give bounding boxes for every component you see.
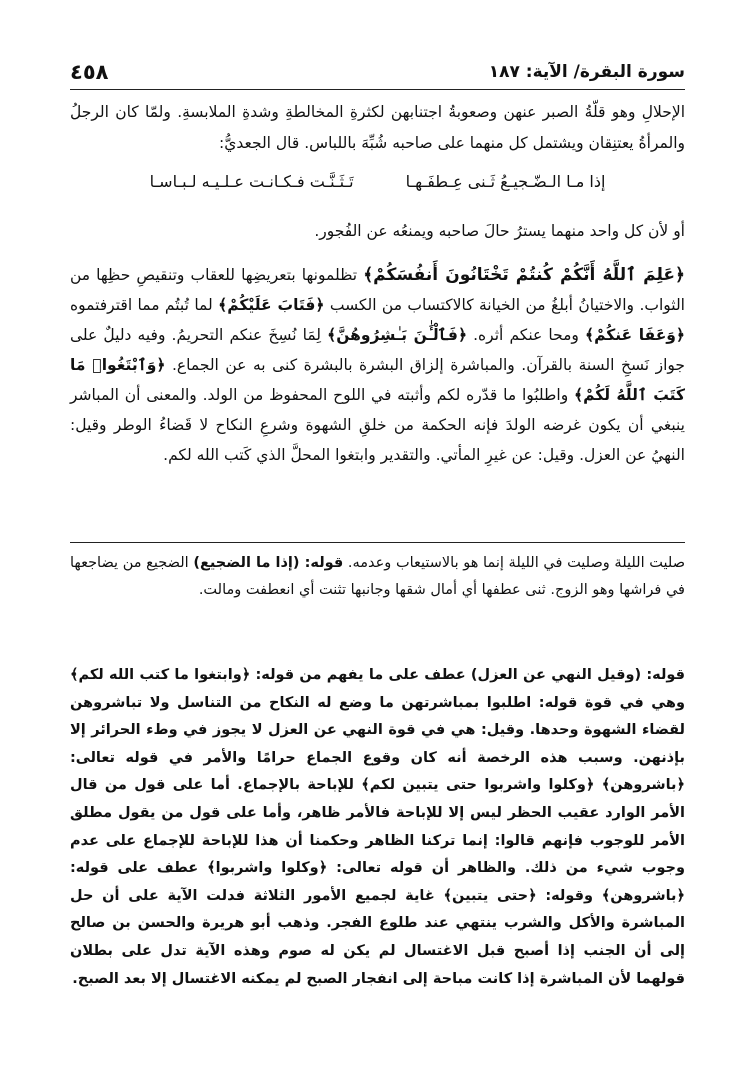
quran-quote: ﴿وَٱبْتَغُوا۟ مَا كَتَبَ ٱللَّهُ لَكُمْ﴾ [70,356,685,404]
tafsir-paragraph [70,260,685,470]
quran-quote: ﴿وَعَفَا عَنكُمْ﴾ [584,326,686,344]
main-paragraph-1: الإحلالِ وهو قلّةُ الصبر عنهن وصعوبةُ اجتنابهن لكثرةِ المخالطةِ وشدةِ الملابسةِ. ولمّا كان الرجلُ والمرأةُ يعتنِقان ويشتمل كل منهما على صاحبه شُبِّهَ باللباس. قال الجعديُّ: [70,103,685,152]
poetry-verse [70,172,685,191]
footnote-text: عطف على ما يفهم من قوله: ﴿وابتغوا ما كتب الله لكم﴾ وهي في قوة قوله: اطلبوا بمباشرتهن ما وضع له النكاح من التناسل ولا تباشروهن لقضاء الشهوة وحدها. وقيل: هي في قوة النهي عن العزل لا يجوز في وطء الحرائر إلا بإذنهن. وسبب هذه الرخصة أنه كان وقوع الجماع حرامًا والأمر في قوله تعالى: ﴿باشروهن﴾ ﴿وكلوا واشربوا حتى يتبين لكم﴾ للإباحة بالإجماع. أما على قول من قال الأمر الوارد عقيب الحظر ليس إلا للإباحة فالأمر ظاهر، وأما على قول من يقول مطلق الأمر للوجوب فإنهم قالوا: إنما تركنا الظاهر وحكمنا أن هذا للإباحة للإجماع على عدم وجوب شيء من ذلك. والظاهر أن قوله تعالى: ﴿وكلوا واشربوا﴾ عطف على قوله: ﴿باشروهن﴾ وقوله: ﴿حتى يتبين﴾ غاية لجميع الأمور الثلاثة فدلت الآية على أن حل المباشرة والأكل والشرب ينتهي عند طلوع الفجر. وذهب أبو هريرة والحسن بن صالح إلى أن الجنب إذا أصبح قبل الاغتسال لم يكن له صوم وهذه الآية تدل على بطلان قولهما لأن المباشرة إذا كانت مباحة إلى انفجار الصبح لم يمكنه الاغتسال إلا بعد الصبح. [70,667,685,987]
commentary-text: تظلمونها بتعريضِها للعقاب وتنقيصِ حظِها من الثواب. والاختيانُ أبلغُ من الخيانة كالاكتساب من الكسب [70,266,685,314]
verse-first-hemistich: إذا مـا الـضّـجيـعُ ثَـنى عِـطفَـهـا [405,172,606,191]
footnote-2 [70,662,685,993]
commentary-text: لِمَا نُسِخَ عنكم التحريمُ. وفيه دليلٌ على جواز نَسخِ السنة بالقرآن. والمباشرة إلزاق البشرة بالبشرة كنى به عن الجماع. [70,326,685,374]
header-divider [70,89,685,90]
page-header [70,52,685,92]
footnote-lemma: قوله: (إذا ما الضجيع) [193,555,344,571]
main-paragraph-2: أو لأن كل واحد منهما يسترُ حالَ صاحبه ويمنعُه عن الفُجور. [314,222,685,240]
quran-quote: ﴿عَلِمَ ٱللَّهُ أَنَّكُمْ كُنتُمْ تَخْتَانُونَ أَنفُسَكُمْ﴾ [363,265,685,285]
main-text-block [70,97,685,158]
running-title: سورة البقرة/ الآية: ١٨٧ [488,62,685,82]
footnote-1 [70,550,685,603]
quran-quote: ﴿فَٱلْـَٰٔنَ بَـٰشِرُوهُنَّ﴾ [327,326,468,344]
page-number: ٤٥٨ [70,60,109,84]
footnote-lemma: قوله: (وقيل النهي عن العزل) [470,667,685,683]
commentary-text: واطلبُوا ما قدّره لكم وأثبته في اللوح المحفوظ من الولد. والمعنى أن المباشر ينبغي أن يكون غرضه الولدَ فإنه الحكمة من خلقِ الشهوة وشرعِ النكاح لا قَضاءُ الوطر وقيل: النهيُ عن العزل. وقيل: عن غيرِ المأتي. والتقدير وابتغوا المحلَّ الذي كَتب الله لكم. [70,386,685,464]
footnote-text: صليت الليلة وصليت في الليلة إنما هو بالاستيعاب وعدمه. [343,555,686,571]
verse-second-hemistich: تَـثَـنَّـت فـكـانـت عـلـيـه لـبـاسـا [149,172,354,191]
footnote-text: الضجيع من يضاجعها في فراشها وهو الزوج. ثنى عطفها أي أمال شقها وجانبها تثنت أي انعطفت ومالت. [70,555,685,598]
quran-quote: ﴿فَتَابَ عَلَيْكُمْ﴾ [218,296,325,314]
commentary-text: ومحا عنكم أثره. [467,326,585,344]
commentary-text: لما تُبتُم مما اقترفتموه [70,296,219,314]
footnote-divider [70,542,685,543]
